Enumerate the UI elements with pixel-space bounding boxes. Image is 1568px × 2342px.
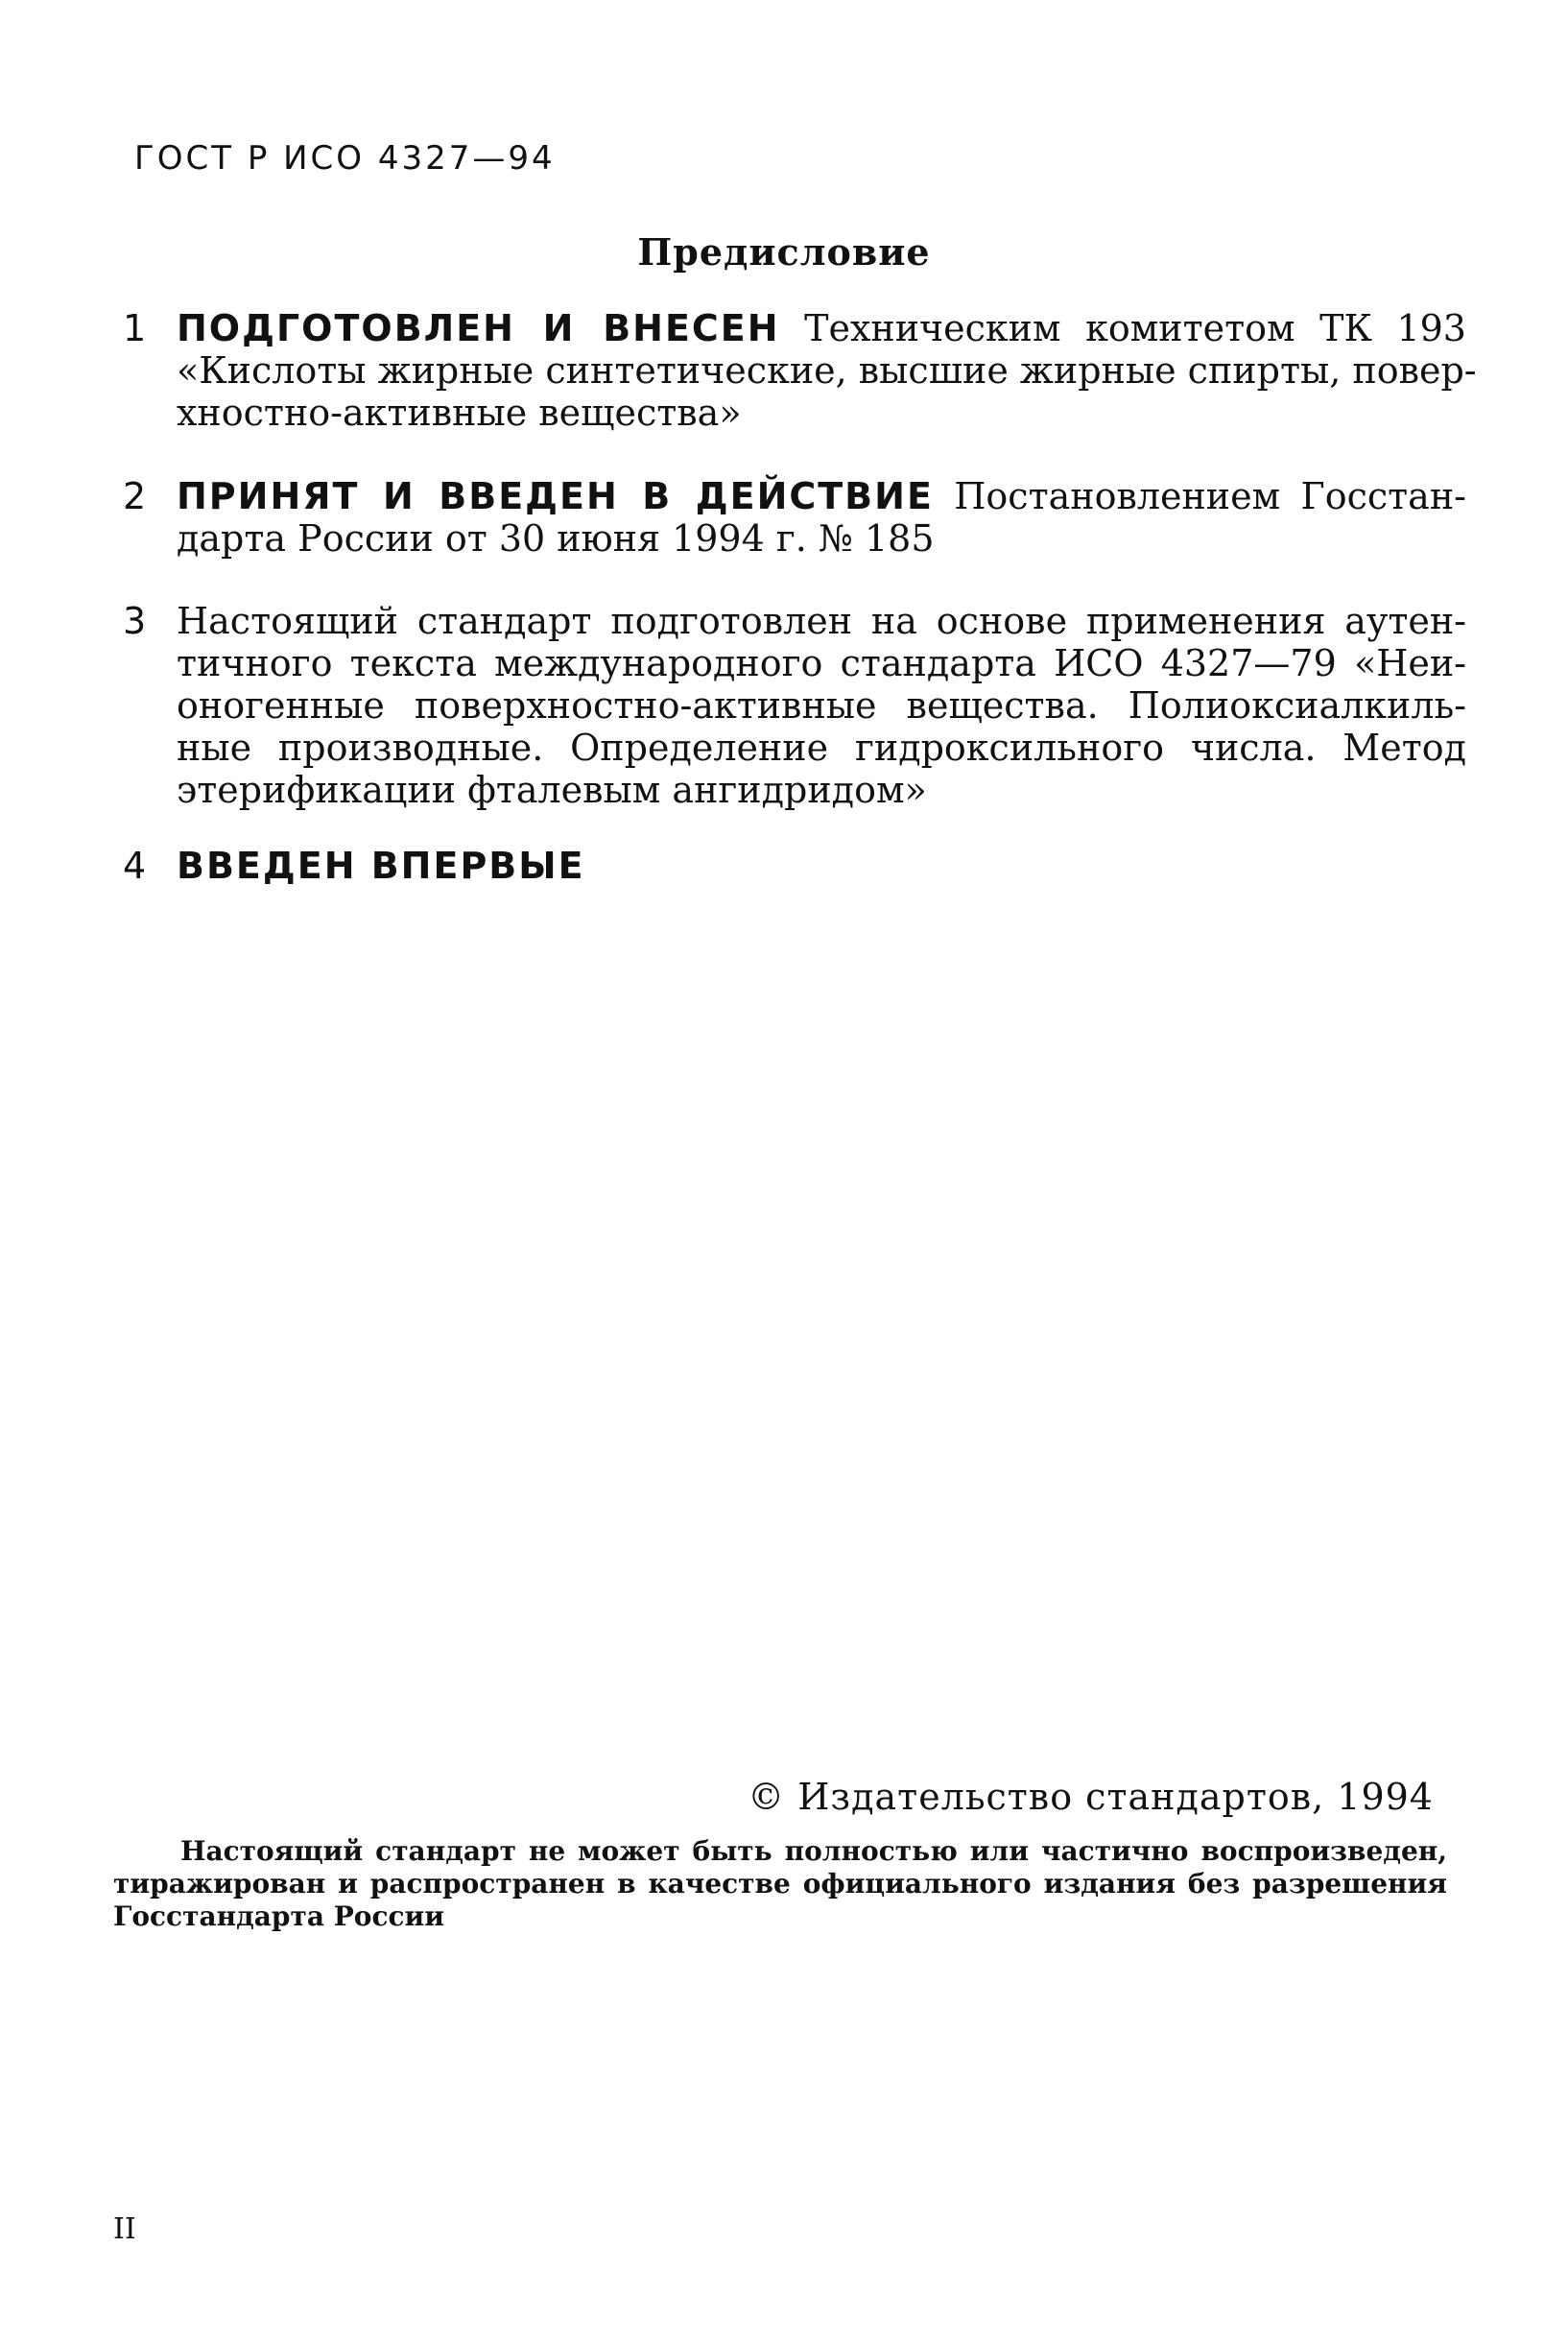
reproduction-notice	[113, 1835, 1447, 1933]
item-number: 4	[123, 845, 147, 887]
foreword-item-2	[123, 475, 1466, 560]
item-line: ные производные. Определение гидроксильного числа. Метод	[177, 727, 1466, 769]
foreword-item-1	[123, 307, 1477, 434]
item-line: тичного текста международного стандарта ИСО 4327—79 «Неи-	[177, 642, 1466, 684]
item-lead: ВВЕДЕН ВПЕРВЫЕ	[177, 845, 585, 887]
copyright-line: © Издательство стандартов, 1994	[748, 1776, 1434, 1818]
item-line: Настоящий стандарт подготовлен на основе применения аутен-	[177, 600, 1466, 642]
foreword-item-3	[123, 600, 1466, 811]
page-number: II	[113, 2212, 136, 2246]
notice-line: тиражирован и распространен в качестве официального издания без разрешения	[113, 1868, 1447, 1900]
item-number: 1	[123, 307, 147, 349]
item-lead: ПРИНЯТ И ВВЕДЕН В ДЕЙСТВИЕ	[177, 475, 934, 517]
item-line: этерификации фталевым ангидридом»	[177, 769, 927, 811]
foreword-item-4	[123, 845, 1466, 887]
item-line: хностно-активные вещества»	[177, 392, 742, 434]
item-lead: ПОДГОТОВЛЕН И ВНЕСЕН	[177, 307, 780, 349]
item-line: оногенные поверхностно-активные вещества. Полиоксиалкиль-	[177, 684, 1466, 727]
item-number: 2	[123, 475, 147, 517]
item-number: 3	[123, 600, 147, 642]
item-text: Постановлением Госстан-	[933, 475, 1466, 517]
item-line: «Кислоты жирные синтетические, высшие жирные спирты, повер-	[177, 349, 1477, 392]
item-text: Техническим комитетом ТК 193	[779, 307, 1466, 349]
item-line	[177, 307, 1466, 349]
standard-id: ГОСТ Р ИСО 4327—94	[134, 139, 556, 178]
item-line: дарта России от 30 июня 1994 г. № 185	[177, 517, 935, 560]
notice-line: Настоящий стандарт не может быть полностью или частично воспроизведен,	[180, 1835, 1447, 1867]
item-line	[177, 475, 1466, 517]
page-title: Предисловие	[637, 230, 931, 274]
notice-line: Госстандарта России	[113, 1900, 445, 1932]
